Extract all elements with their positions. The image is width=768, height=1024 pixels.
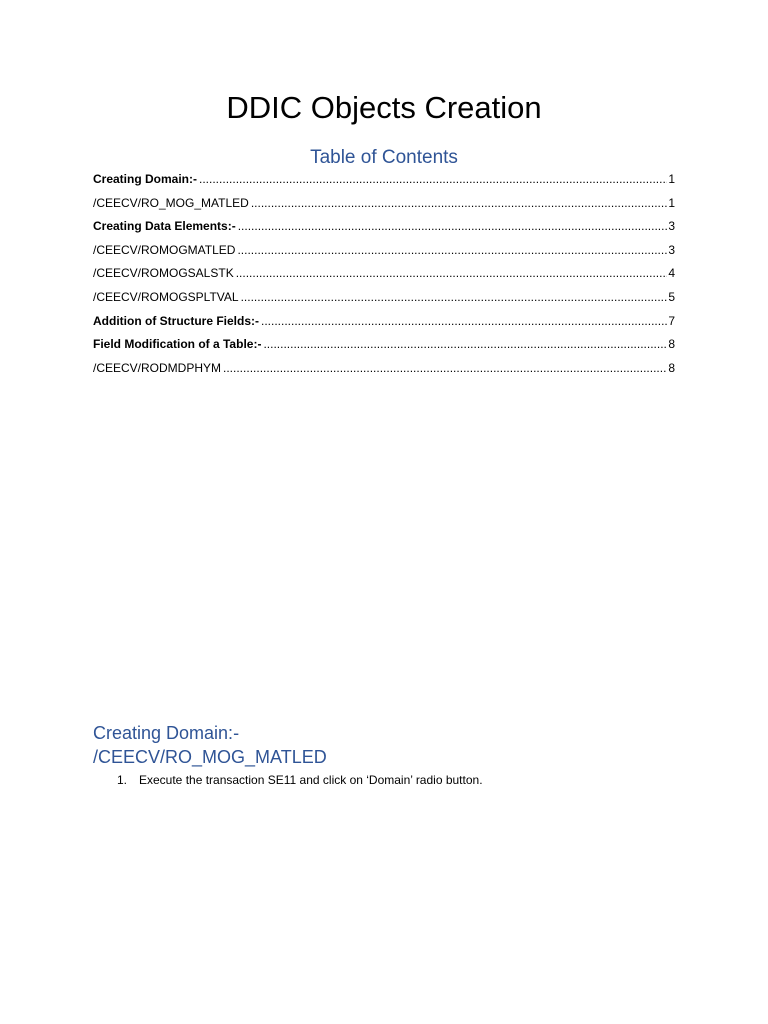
toc-leader-dots <box>261 310 667 334</box>
steps-list <box>117 771 483 789</box>
document-title: DDIC Objects Creation <box>226 90 542 125</box>
toc-entry-label: Creating Data Elements:- <box>93 219 236 234</box>
toc-entry-label: /CEECV/ROMOGSPLTVAL <box>93 289 239 304</box>
toc-entry[interactable] <box>93 357 675 381</box>
toc-entry-label: /CEECV/RO_MOG_MATLED <box>93 195 249 210</box>
table-of-contents <box>93 168 675 380</box>
toc-entry-page: 1 <box>668 195 675 210</box>
toc-entry-page: 7 <box>668 313 675 328</box>
step-text: Execute the transaction SE11 and click on ‘Domain’ radio button. <box>139 773 483 787</box>
toc-entry[interactable] <box>93 239 675 263</box>
toc-leader-dots <box>241 286 668 310</box>
sub-heading: /CEECV/RO_MOG_MATLED <box>93 747 327 767</box>
step-number: 1. <box>117 773 128 787</box>
toc-entry-page: 5 <box>668 289 675 304</box>
toc-entry-page: 8 <box>668 337 675 352</box>
toc-entry[interactable] <box>93 192 675 216</box>
toc-entry-label: Addition of Structure Fields:- <box>93 313 259 328</box>
toc-leader-dots <box>251 192 668 216</box>
toc-leader-dots <box>263 333 667 357</box>
toc-leader-dots <box>199 168 667 192</box>
toc-entry-page: 3 <box>668 242 675 257</box>
section-heading: Creating Domain:- <box>93 723 240 743</box>
toc-entry[interactable] <box>93 333 675 357</box>
toc-entry[interactable] <box>93 310 675 334</box>
toc-entry[interactable] <box>93 286 675 310</box>
toc-leader-dots <box>223 357 667 381</box>
toc-entry-label: /CEECV/ROMOGSALSTK <box>93 266 234 281</box>
toc-leader-dots <box>238 215 668 239</box>
toc-entry-page: 1 <box>668 172 675 186</box>
toc-entry-label: /CEECV/ROMOGMATLED <box>93 242 236 257</box>
toc-entry-page: 8 <box>668 360 675 375</box>
list-item <box>117 771 483 789</box>
toc-leader-dots <box>237 239 667 263</box>
toc-entry-label: Field Modification of a Table:- <box>93 337 262 352</box>
toc-entry-page: 4 <box>668 266 675 281</box>
toc-entry-label: /CEECV/RODMDPHYM <box>93 360 222 375</box>
toc-entry-page: 3 <box>668 219 675 234</box>
toc-leader-dots <box>236 262 668 286</box>
toc-entry-label: Creating Domain:- <box>93 172 198 186</box>
toc-entry[interactable] <box>93 215 675 239</box>
toc-entry[interactable] <box>93 262 675 286</box>
toc-entry[interactable] <box>93 168 675 192</box>
toc-heading: Table of Contents <box>310 147 458 168</box>
